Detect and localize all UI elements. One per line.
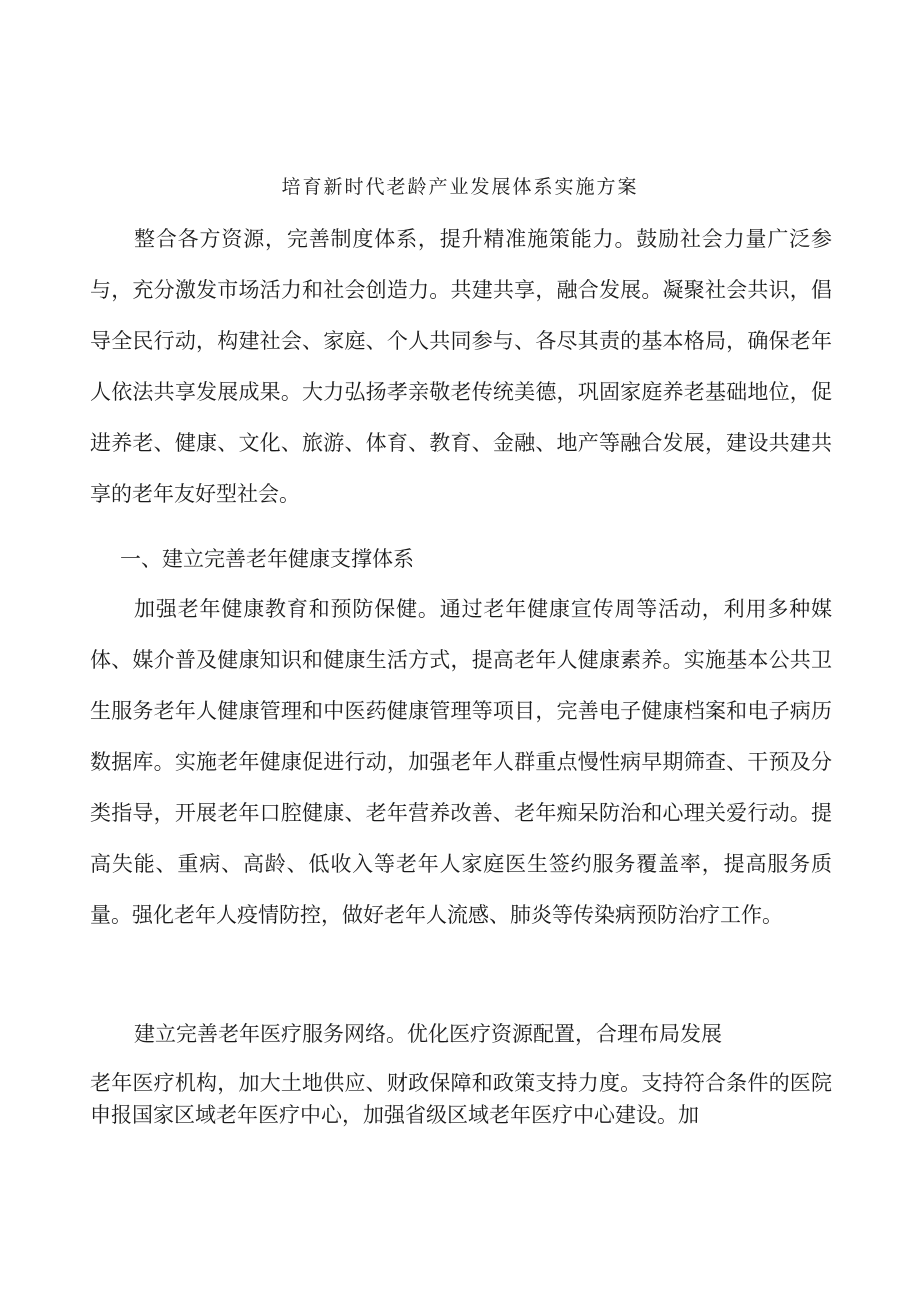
paragraph-medical-network: 建立完善老年医疗服务网络。优化医疗资源配置，合理布局发展 [134,1022,722,1046]
document-title: 培育新时代老龄产业发展体系实施方案 [281,176,639,198]
paragraph-health-education: 加强老年健康教育和预防保健。通过老年健康宣传周等活动，利用多种媒体、媒介普及健康知识和健康生活方式，提高老年人健康素养。实施基本公共卫生服务老年人健康管理和中医药健康管理等项目，完善电子健康档案和电子病历数据库。实施老年健康促进行动，加强老年人群重点慢性病早期筛查、干预及分类指导，开展老年口腔健康、老年营养改善、老年痴呆防治和心理关爱行动。提高失能、重病、高龄、低收入等老年人家庭医生签约服务覆盖率，提高服务质量。强化老年人疫情防控，做好老年人流感、肺炎等传染病预防治疗工作。 [90,597,832,927]
paragraph-intro: 整合各方资源，完善制度体系，提升精准施策能力。鼓励社会力量广泛参与，充分激发市场活力和社会创造力。共建共享，融合发展。凝聚社会共识，倡导全民行动，构建社会、家庭、个人共同参与、各尽其责的基本格局，确保老年人依法共享发展成果。大力弘扬孝亲敬老传统美德，巩固家庭养老基础地位，促进养老、健康、文化、旅游、体育、教育、金融、地产等融合发展，建设共建共享的老年友好型社会。 [90,227,832,506]
section-heading-1: 一、建立完善老年健康支撑体系 [120,547,414,571]
paragraph-medical-network-continued: 老年医疗机构，加大土地供应、财政保障和政策支持力度。支持符合条件的医院申报国家区域老年医疗中心，加强省级区域老年医疗中心建设。加 [90,1071,832,1127]
